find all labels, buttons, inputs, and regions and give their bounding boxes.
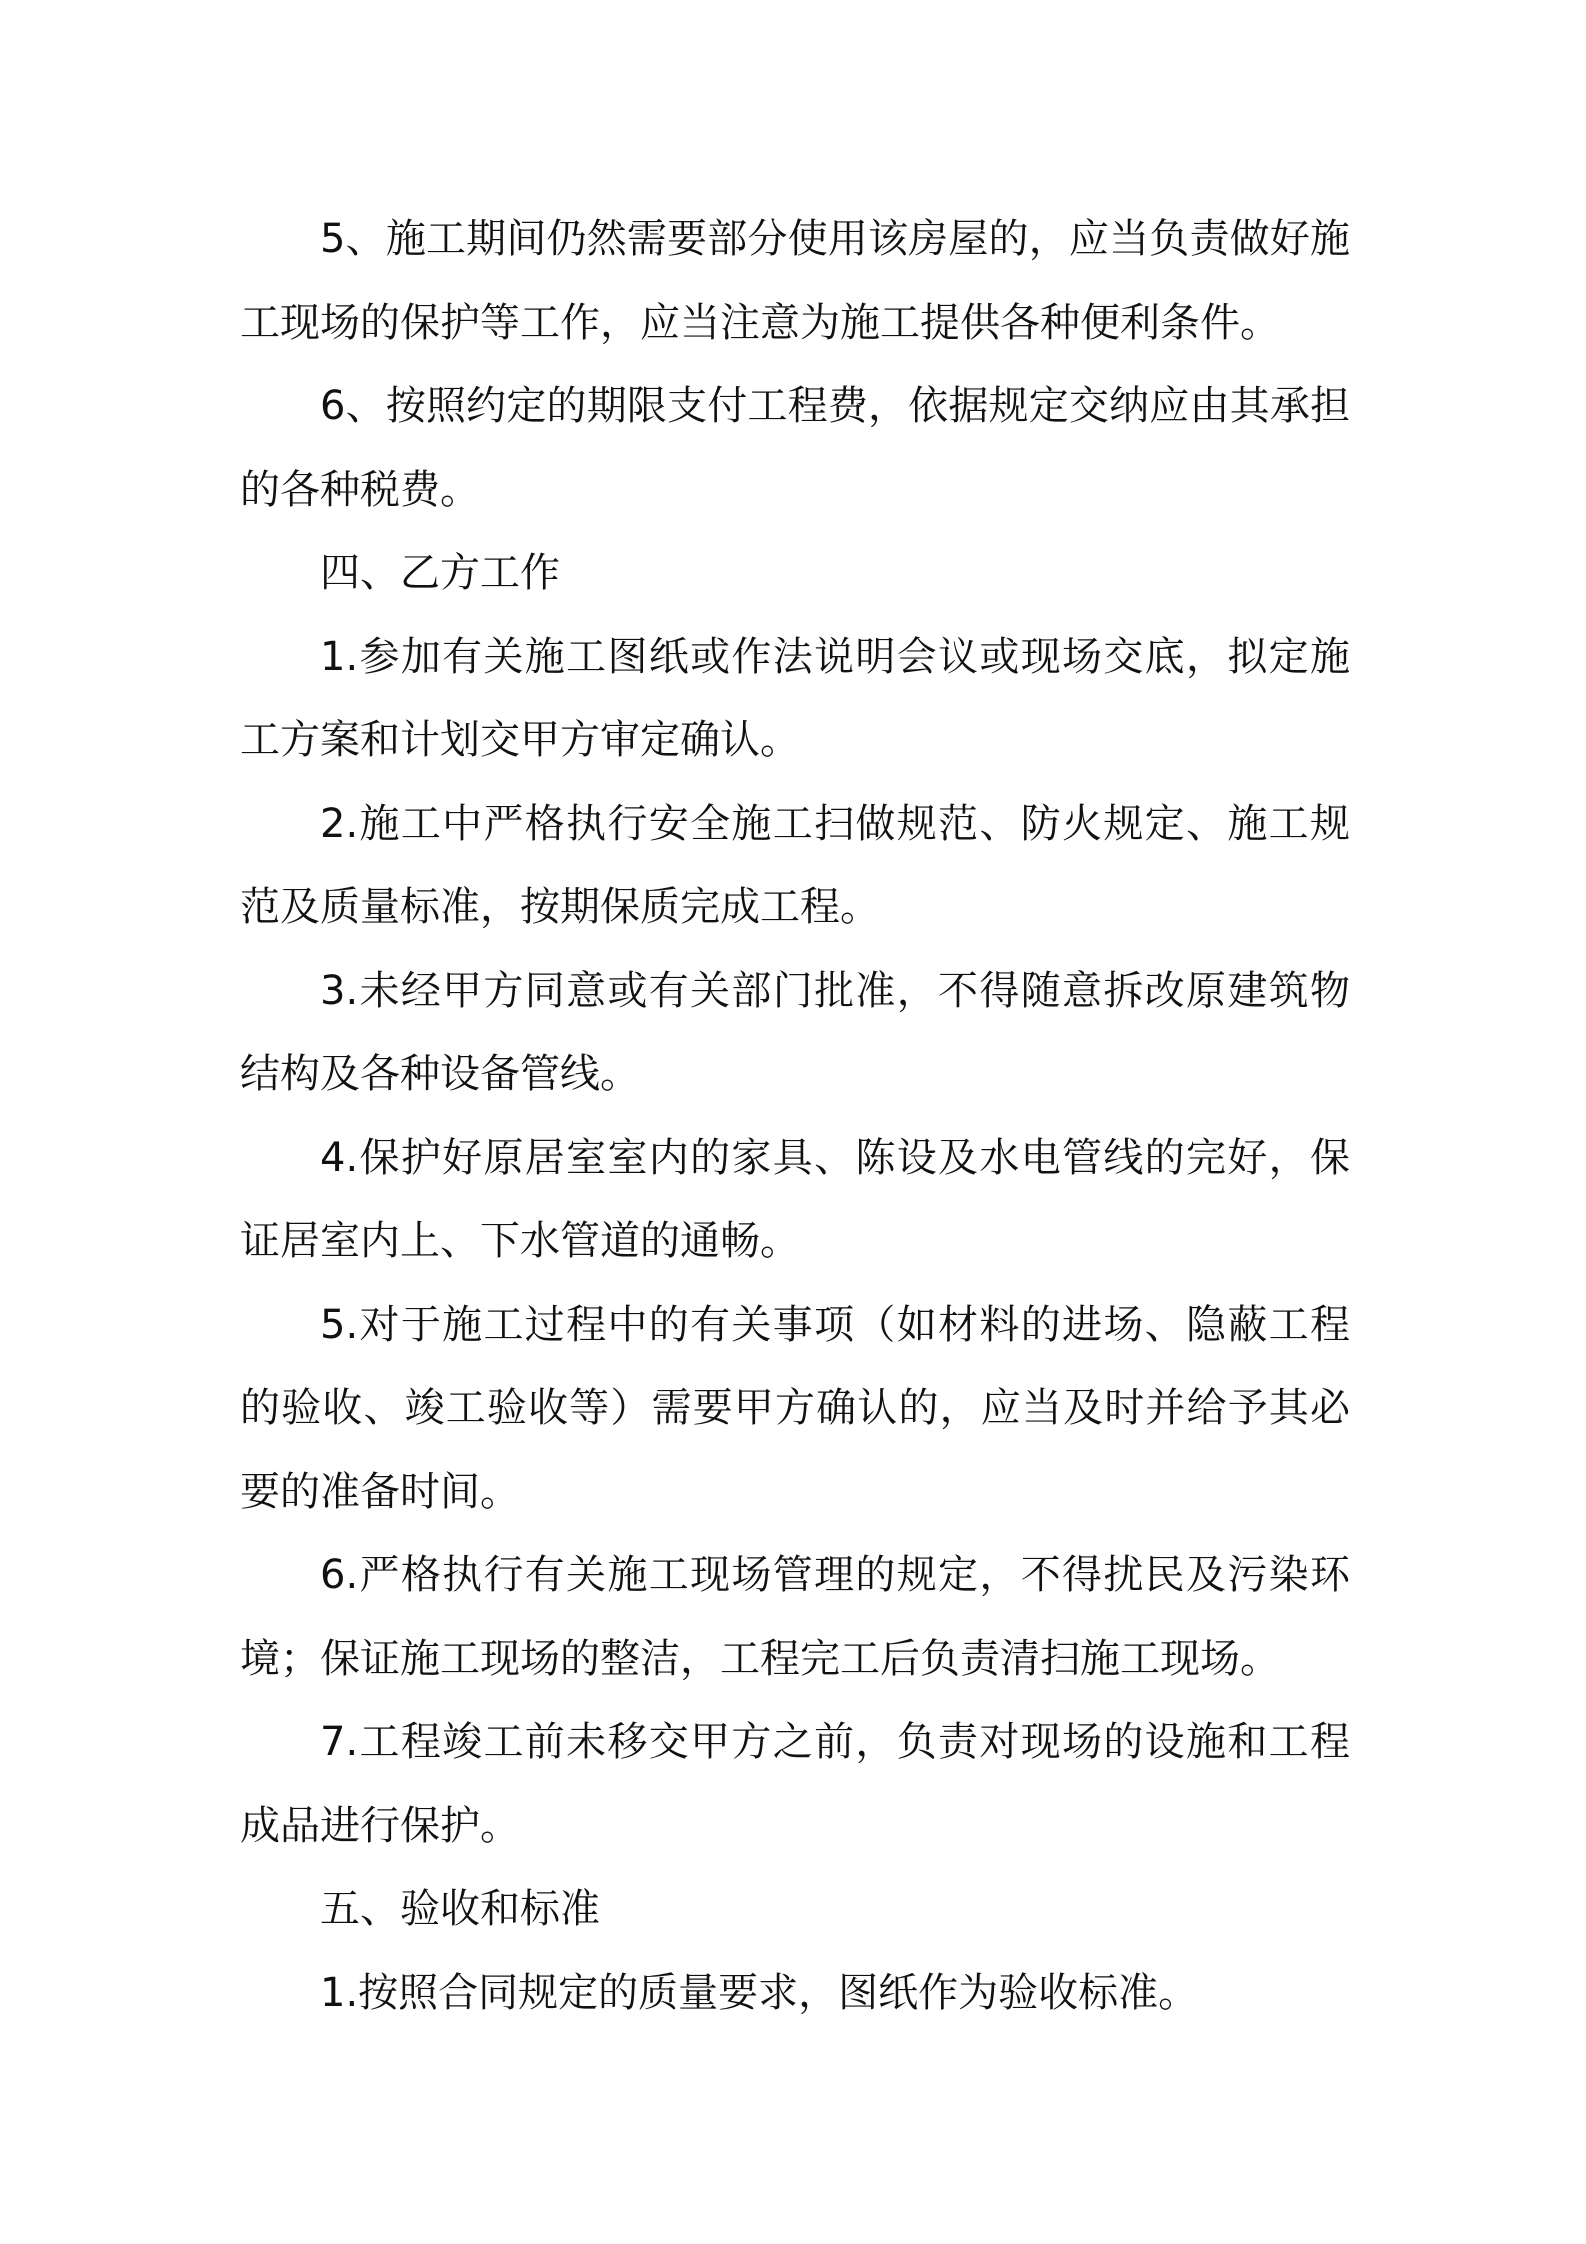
paragraph-contractor-item-6: 6.严格执行有关施工现场管理的规定，不得扰民及污染环境；保证施工现场的整洁，工程完工后负责清扫施工现场。: [240, 1552, 1350, 1682]
section-heading-4: 四、乙方工作: [320, 550, 560, 596]
paragraph-owner-item-5: 5、施工期间仍然需要部分使用该房屋的，应当负责做好施工现场的保护等工作，应当注意为施工提供各种便利条件。: [240, 216, 1350, 346]
section-heading-5: 五、验收和标准: [320, 1886, 600, 1932]
document-body: [240, 198, 1350, 2035]
paragraph-contractor-item-2: 2.施工中严格执行安全施工扫做规范、防火规定、施工规范及质量标准，按期保质完成工程。: [240, 800, 1350, 930]
paragraph-contractor-item-5: 5.对于施工过程中的有关事项（如材料的进场、隐蔽工程的验收、竣工验收等）需要甲方确认的，应当及时并给予其必要的准备时间。: [240, 1301, 1350, 1515]
paragraph-contractor-item-3: 3.未经甲方同意或有关部门批准，不得随意拆改原建筑物结构及各种设备管线。: [240, 967, 1350, 1097]
paragraph-acceptance-item-1: 1.按照合同规定的质量要求，图纸作为验收标准。: [320, 1969, 1199, 2016]
paragraph-contractor-item-1: 1.参加有关施工图纸或作法说明会议或现场交底，拟定施工方案和计划交甲方审定确认。: [240, 633, 1350, 763]
paragraph-owner-item-6: 6、按照约定的期限支付工程费，依据规定交纳应由其承担的各种税费。: [240, 383, 1350, 513]
paragraph-contractor-item-7: 7.工程竣工前未移交甲方之前，负责对现场的设施和工程成品进行保护。: [240, 1719, 1350, 1849]
paragraph-contractor-item-4: 4.保护好原居室室内的家具、陈设及水电管线的完好，保证居室内上、下水管道的通畅。: [240, 1134, 1350, 1264]
